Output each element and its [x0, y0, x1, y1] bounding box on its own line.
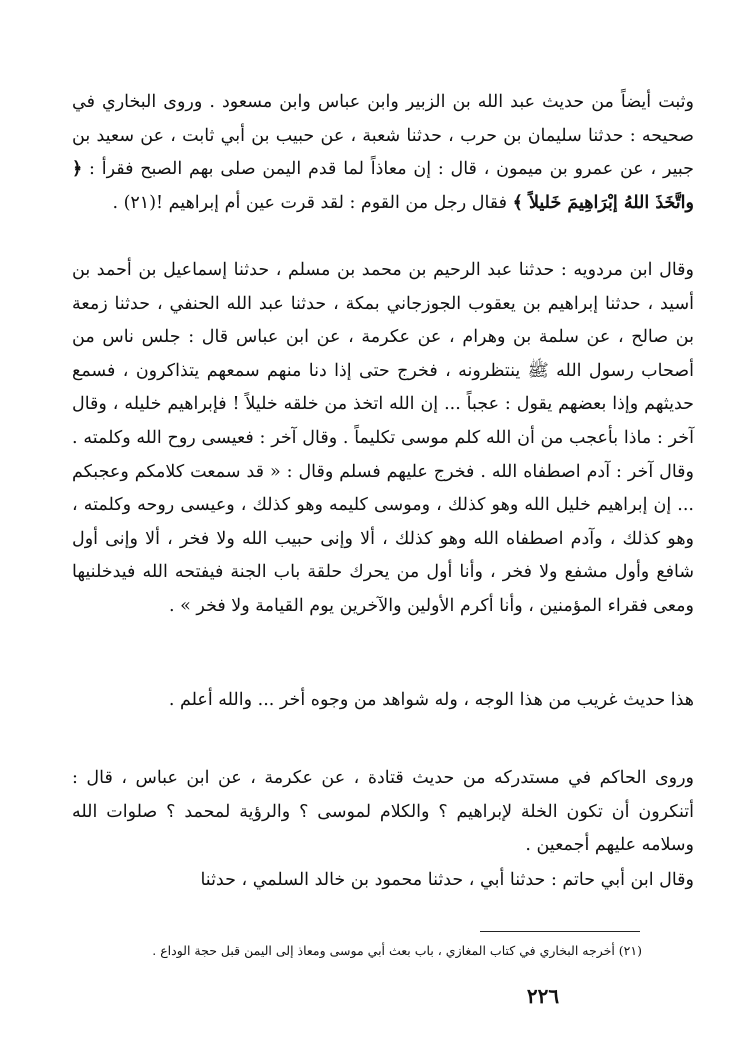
paragraph-5-text: وقال ابن أبي حاتم : حدثنا أبي ، حدثنا محمود بن خالد السلمي ، حدثنا: [200, 870, 694, 890]
paragraph-3-text: هذا حديث غريب من هذا الوجه ، وله شواهد من وجوه أخر ... والله أعلم .: [168, 690, 694, 710]
quran-verse: ﴿ واتَّخَذَ اللهُ إبْرَاهِيمَ خَليلاً ﴾: [72, 159, 694, 213]
paragraph-gharib-note: [72, 684, 694, 718]
footnote-divider: [480, 931, 640, 932]
paragraph-bukhari-narration: [72, 86, 694, 220]
paragraph-hakim-narration: [72, 762, 694, 863]
paragraph-1-continuation: فقال رجل من القوم : لقد قرت عين أم إبراهيم !(٢١) .: [112, 192, 513, 213]
page-number: ٢٢٦: [526, 984, 560, 1008]
paragraph-ibn-abi-hatim-narration: [72, 864, 694, 898]
footnote: (٢١) أخرجه البخاري في كتاب المغازي ، باب بعث أبي موسى ومعاذ إلى اليمن قبل حجة الوداع .: [152, 943, 642, 958]
paragraph-1-text: وثبت أيضاً من حديث عبد الله بن الزبير وابن عباس وابن مسعود . وروى البخاري في صحيحه : حدثنا سليمان بن حرب ، حدثنا شعبة ، عن حبيب بن أبي ثابت ، عن سعيد بن جبير ، عن عمرو بن ميمون ، قال : إن معاذاً لما قدم اليمن صلى بهم الصبح فقرأ :: [72, 92, 694, 180]
paragraph-2-text: وقال ابن مردويه : حدثنا عبد الرحيم بن محمد بن مسلم ، حدثنا إسماعيل بن أحمد بن أسيد ، حدثنا إبراهيم بن يعقوب الجوزجاني بمكة ، حدثنا عبد الله الحنفي ، حدثنا زمعة بن صالح ، عن سلمة بن وهرام ، عن عكرمة ، عن ابن عباس قال : جلس ناس من أصحاب رسول الله ﷺ ينتظرونه ، فخرج حتى إذا دنا منهم سمعهم يتذاكرون ، فسمع حديثهم وإذا بعضهم يقول : عجباً ... إن الله اتخذ من خلقه خليلاً ! فإبراهيم خليله ، وقال آخر : ماذا بأعجب من أن الله كلم موسى تكليماً . وقال آخر : فعيسى روح الله وكلمته . وقال آخر : آدم اصطفاه الله . فخرج عليهم فسلم وقال : « قد سمعت كلامكم وعجبكم ... إن إبراهيم خليل الله وهو كذلك ، وموسى كليمه وهو كذلك ، وعيسى روحه وكلمته ، وهو كذلك ، وآدم اصطفاه الله وهو كذلك ، ألا وإنى حبيب الله ولا فخر ، ألا وإنى أول شافع وأول مشفع ولا فخر ، وأنا أول من يحرك حلقة باب الجنة فيفتحه الله فيدخلنيها ومعى فقراء المؤمنين ، وأنا أكرم الأولين والآخرين يوم القيامة ولا فخر » .: [72, 260, 694, 616]
paragraph-4-text: وروى الحاكم في مستدركه من حديث قتادة ، عن عكرمة ، عن ابن عباس ، قال : أتنكرون أن تكون الخلة لإبراهيم ؟ والكلام لموسى ؟ والرؤية لمحمد ؟ صلوات الله وسلامه عليهم أجمعين .: [72, 768, 694, 856]
paragraph-ibn-mardawayh-narration: [72, 254, 694, 624]
